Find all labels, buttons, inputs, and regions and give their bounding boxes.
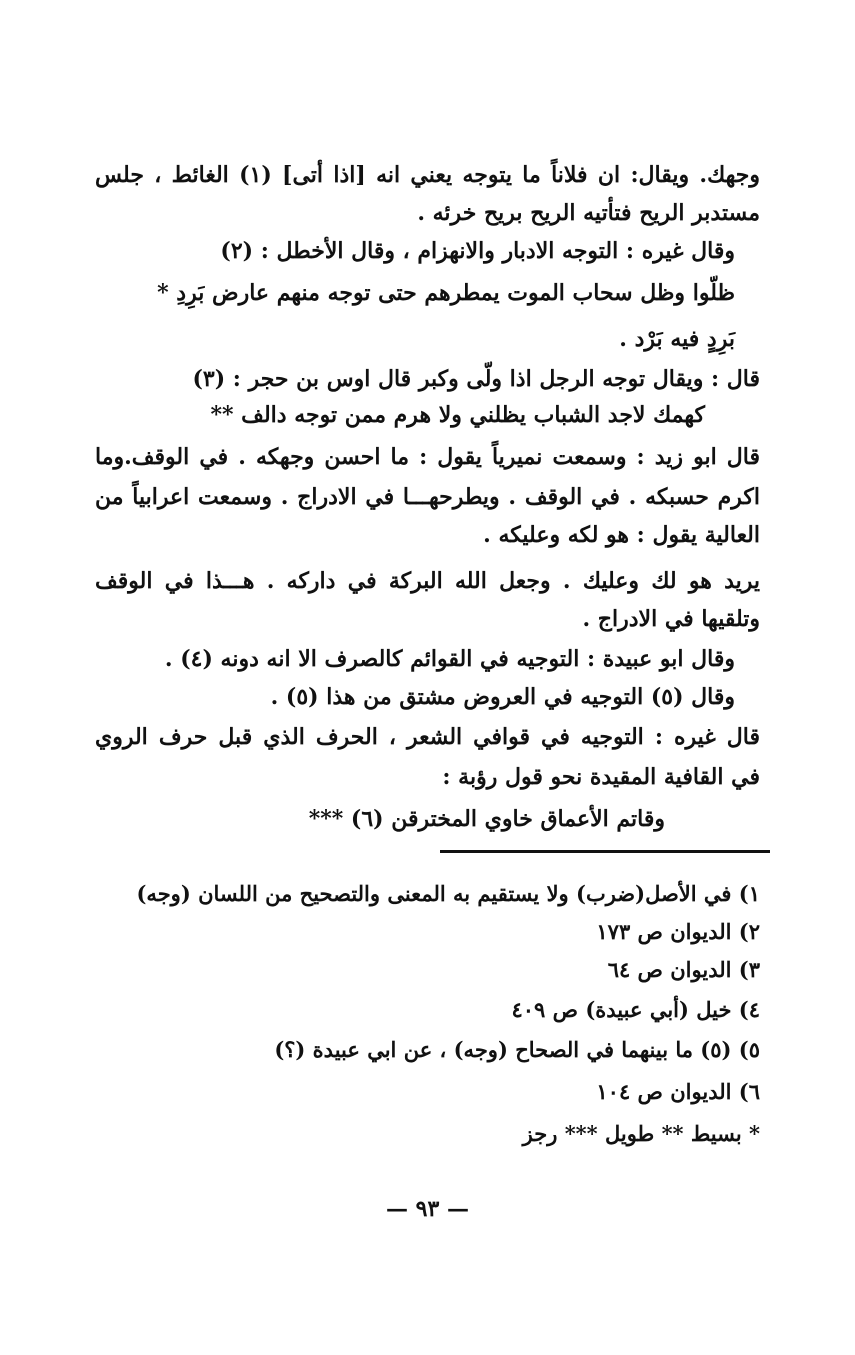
footnote: ٦) الديوان ص ١٠٤ bbox=[596, 1079, 760, 1104]
verse-line: بَرِدٍ فيه بَرْد . bbox=[619, 326, 735, 352]
verse-line: وقاتم الأعماق خاوي المخترقن (٦) *** bbox=[308, 806, 665, 832]
body-line: مستدبر الريح فتأتيه الريح بريح خرئه . bbox=[417, 200, 760, 226]
page-number: — ٩٣ — bbox=[386, 1196, 469, 1222]
body-line: قال : ويقال توجه الرجل اذا ولّى وكبر قال اوس بن حجر : (٣) bbox=[192, 366, 760, 392]
verse-line: ظلّوا وظل سحاب الموت يمطرهم حتى توجه منهم عارض بَرِدِ * bbox=[157, 280, 735, 306]
body-line: يريد هو لك وعليك . وجعل الله البركة في داركه . هـــذا في الوقف bbox=[95, 568, 760, 594]
body-line: اكرم حسبكه . في الوقف . ويطرحهـــا في الادراج . وسمعت اعرابياً من bbox=[95, 484, 760, 510]
footnote: ٤) خيل (أبي عبيدة) ص ٤٠٩ bbox=[511, 997, 760, 1022]
metre-key: * بسيط ** طويل *** رجز bbox=[522, 1121, 760, 1146]
footnote: ٢) الديوان ص ١٧٣ bbox=[596, 919, 760, 944]
body-line: وقال ابو عبيدة : التوجيه في القوائم كالصرف الا انه دونه (٤) . bbox=[164, 646, 735, 672]
footnote: ١) في الأصل(ضرب) ولا يستقيم به المعنى والتصحيح من اللسان (وجه) bbox=[136, 881, 760, 906]
body-line: قال غيره : التوجيه في قوافي الشعر ، الحرف الذي قبل حرف الروي bbox=[95, 724, 760, 750]
body-line: وتلقيها في الادراج . bbox=[582, 606, 760, 632]
body-line: وقال (٥) التوجيه في العروض مشتق من هذا (٥) . bbox=[270, 684, 735, 710]
body-line: وقال غيره : التوجه الادبار والانهزام ، وقال الأخطل : (٢) bbox=[220, 238, 735, 264]
body-line: العالية يقول : هو لكه وعليكه . bbox=[483, 522, 760, 548]
body-line: قال ابو زيد : وسمعت نميرياً يقول : ما احسن وجهكه . في الوقف.وما bbox=[95, 444, 760, 470]
verse-line: كهمك لاجد الشباب يظلني ولا هرم ممن توجه دالف ** bbox=[210, 402, 705, 428]
footnote: ٣) الديوان ص ٦٤ bbox=[607, 957, 760, 982]
footnote: ٥) (٥) ما بينهما في الصحاح (وجه) ، عن ابي عبيدة (؟) bbox=[274, 1037, 760, 1062]
footnote-divider bbox=[440, 850, 770, 853]
body-line: في القافية المقيدة نحو قول رؤبة : bbox=[442, 764, 760, 790]
body-line: وجهك. ويقال: ان فلاناً ما يتوجه يعني انه [اذا أتى] (١) الغائط ، جلس bbox=[95, 162, 760, 188]
